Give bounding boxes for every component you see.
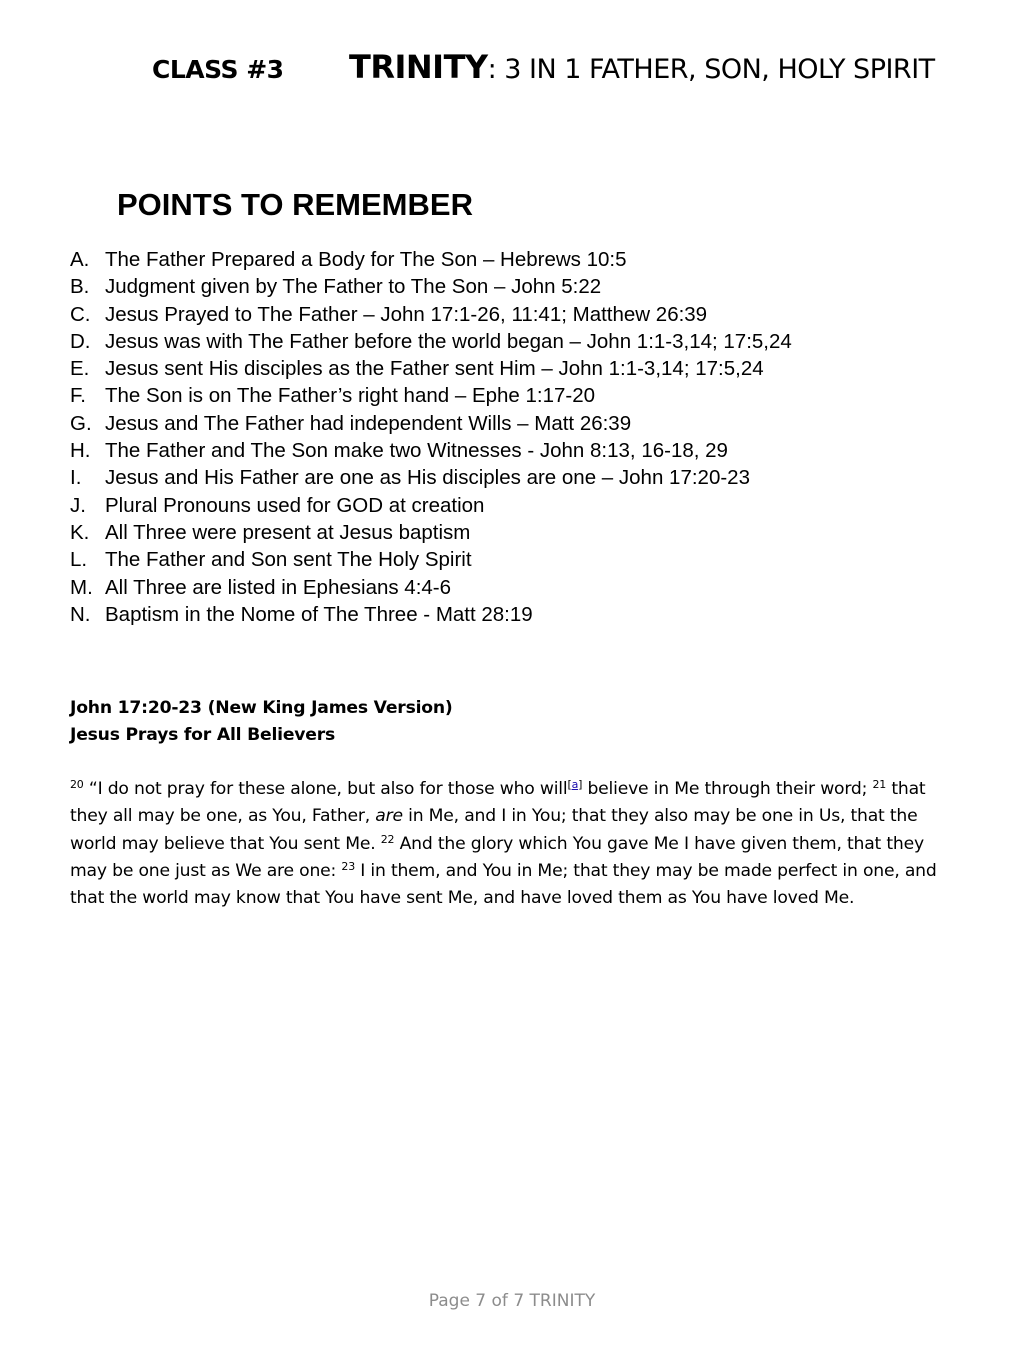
scripture-passage <box>70 695 950 912</box>
point-item <box>70 382 970 409</box>
point-item <box>70 273 970 300</box>
point-item <box>70 546 970 573</box>
points-list <box>70 246 970 628</box>
point-item <box>70 519 970 546</box>
point-text: Judgment given by The Father to The Son – John 5:22 <box>105 275 602 299</box>
point-letter: A. <box>70 248 90 271</box>
verse-number-21: 21 <box>872 778 887 791</box>
point-text: Jesus and His Father are one as His disciples are one – John 17:20-23 <box>105 466 750 490</box>
point-item <box>70 246 970 273</box>
page-footer: Page 7 of 7 TRINITY <box>428 1291 596 1311</box>
footnote-link[interactable]: a <box>571 778 579 791</box>
point-text: Jesus and The Father had independent Wills – Matt 26:39 <box>105 411 632 435</box>
point-text: The Father and The Son make two Witnesses - John 8:13, 16-18, 29 <box>105 439 728 463</box>
point-letter: L. <box>70 548 88 572</box>
point-text: All Three were present at Jesus baptism <box>105 520 471 544</box>
point-letter: G. <box>70 411 92 435</box>
footnote-bracket-open: [ <box>567 778 572 791</box>
point-letter: C. <box>70 302 91 326</box>
point-letter: I. <box>70 466 82 490</box>
footnote-marker <box>567 778 582 791</box>
verse-text <box>70 776 950 912</box>
point-text: The Father and Son sent The Holy Spirit <box>105 548 472 572</box>
point-item <box>70 355 970 382</box>
point-text: Plural Pronouns used for GOD at creation <box>105 493 485 517</box>
verse-21-text-part-2: in Me, and I in You; that they also may be one in Us, that the world may believe that You sent Me. <box>70 806 918 854</box>
page-title <box>152 48 1012 86</box>
title-subtitle: : 3 IN 1 FATHER, SON, HOLY SPIRIT <box>487 54 935 85</box>
verse-21-emphasis: are <box>375 806 403 827</box>
point-letter: F. <box>70 384 86 408</box>
point-letter: H. <box>70 439 91 463</box>
point-text: Baptism in the Nome of The Three - Matt 28:19 <box>105 602 533 626</box>
point-item <box>70 410 970 437</box>
point-letter: M. <box>70 575 93 599</box>
point-letter: N. <box>70 602 91 626</box>
point-letter: J. <box>70 493 86 517</box>
point-item <box>70 464 970 491</box>
verse-23-text: I in them, and You in Me; that they may be made perfect in one, and that the world may know that You have sent Me, and have loved them as You have loved Me. <box>70 860 937 909</box>
verse-22-text: And the glory which You gave Me I have given them, that they may be one just as We are one: <box>70 833 924 881</box>
points-heading: POINTS TO REMEMBER <box>117 187 473 222</box>
point-text: The Son is on The Father’s right hand – Ephe 1:17-20 <box>105 384 596 408</box>
point-text: Jesus sent His disciples as the Father sent Him – John 1:1-3,14; 17:5,24 <box>105 357 764 381</box>
verse-20-text-part-2: believe in Me through their word; <box>582 779 873 799</box>
point-letter: E. <box>70 357 90 381</box>
point-letter: K. <box>70 520 90 544</box>
verse-21-text-part-1: that they all may be one, as You, Father, <box>70 779 926 827</box>
point-item <box>70 437 970 464</box>
point-item <box>70 492 970 519</box>
title-trinity-word: TRINITY <box>349 48 488 86</box>
passage-subtitle: Jesus Prays for All Believers <box>70 725 336 745</box>
class-number-label: CLASS #3 <box>152 55 284 84</box>
point-text: Jesus was with The Father before the world began – John 1:1-3,14; 17:5,24 <box>105 329 792 353</box>
point-item <box>70 601 970 628</box>
point-item <box>70 301 970 328</box>
verse-20-text-part-1: “I do not pray for these alone, but also for those who will <box>83 779 568 799</box>
passage-reference: John 17:20-23 (New King James Version) <box>70 698 453 718</box>
footnote-bracket-close: ] <box>578 778 583 791</box>
point-text: The Father Prepared a Body for The Son – Hebrews 10:5 <box>105 248 627 271</box>
point-item <box>70 328 970 355</box>
point-item <box>70 574 970 601</box>
verse-number-22: 22 <box>380 832 395 846</box>
point-text: Jesus Prayed to The Father – John 17:1-26, 11:41; Matthew 26:39 <box>105 302 708 326</box>
verse-number-20: 20 <box>70 778 84 791</box>
point-text: All Three are listed in Ephesians 4:4-6 <box>105 575 452 599</box>
verse-number-23: 23 <box>341 859 356 873</box>
point-letter: D. <box>70 329 91 353</box>
point-letter: B. <box>70 275 90 299</box>
